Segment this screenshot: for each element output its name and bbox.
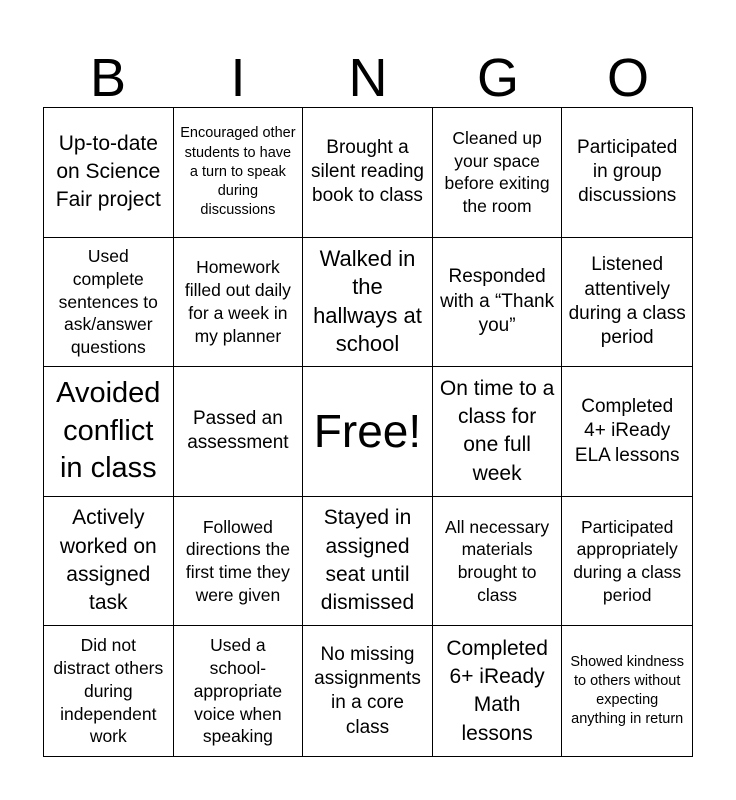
bingo-cell[interactable] bbox=[303, 108, 433, 238]
bingo-cell[interactable] bbox=[174, 108, 304, 238]
cell-text: Passed an assessment bbox=[187, 408, 289, 454]
cell-text: Participated appropriately during a class period bbox=[573, 516, 682, 605]
bingo-cell[interactable] bbox=[433, 238, 563, 368]
bingo-cell[interactable] bbox=[433, 497, 563, 627]
cell-text: Participated in group discussions bbox=[577, 136, 678, 207]
cell-text: Used complete sentences to ask/answer questions bbox=[58, 246, 158, 358]
bingo-cell[interactable] bbox=[44, 367, 174, 497]
bingo-cell[interactable] bbox=[174, 238, 304, 368]
bingo-cell[interactable] bbox=[562, 238, 692, 368]
cell-text: Encouraged other students to have a turn to speak during discussions bbox=[180, 125, 296, 218]
header-letter-n: N bbox=[348, 48, 388, 108]
cell-text: Brought a silent reading book to class bbox=[310, 136, 424, 207]
cell-text: Followed directions the first time they were given bbox=[185, 516, 290, 605]
bingo-cell[interactable] bbox=[44, 497, 174, 627]
header-letter-b: B bbox=[89, 48, 127, 108]
bingo-cell[interactable] bbox=[303, 626, 433, 756]
bingo-cell[interactable] bbox=[303, 238, 433, 368]
bingo-cell[interactable] bbox=[44, 238, 174, 368]
bingo-cell[interactable] bbox=[174, 367, 304, 497]
bingo-board bbox=[43, 107, 693, 757]
cell-text: All necessary materials brought to class bbox=[445, 516, 550, 605]
cell-text: Walked in the hallways at school bbox=[313, 245, 422, 357]
bingo-cell[interactable] bbox=[433, 626, 563, 756]
cell-text: Listened attentively during a class period bbox=[568, 254, 686, 349]
cell-text: Responded with a “Thank you” bbox=[440, 266, 555, 337]
cell-text: Used a school-appropriate voice when speaking bbox=[193, 635, 283, 747]
bingo-cell[interactable] bbox=[562, 626, 692, 756]
cell-text: Actively worked on assigned task bbox=[59, 506, 157, 615]
bingo-cell[interactable] bbox=[44, 108, 174, 238]
bingo-cell[interactable] bbox=[562, 108, 692, 238]
cell-text: Stayed in assigned seat until dismissed bbox=[320, 506, 415, 615]
header-letter-g: G bbox=[476, 48, 519, 108]
header-letter-o: O bbox=[606, 48, 649, 108]
free-space-cell[interactable] bbox=[303, 367, 433, 497]
cell-text: Up-to-date on Science Fair project bbox=[55, 131, 161, 212]
bingo-header bbox=[43, 40, 693, 108]
bingo-cell[interactable] bbox=[562, 497, 692, 627]
bingo-cell[interactable] bbox=[433, 367, 563, 497]
bingo-cell[interactable] bbox=[562, 367, 692, 497]
cell-text: On time to a class for one full week bbox=[439, 376, 555, 485]
bingo-cell[interactable] bbox=[433, 108, 563, 238]
cell-text: Showed kindness to others without expecting anything in return bbox=[570, 653, 685, 728]
cell-text: Did not distract others during independent work bbox=[53, 635, 164, 747]
bingo-cell[interactable] bbox=[303, 497, 433, 627]
cell-text: Completed 4+ iReady ELA lessons bbox=[574, 396, 680, 466]
cell-text: Homework filled out daily for a week in my planner bbox=[184, 257, 291, 346]
cell-text: Avoided conflict in class bbox=[56, 376, 161, 485]
cell-text: Cleaned up your space before exiting the room bbox=[444, 127, 550, 217]
free-space-text: Free! bbox=[313, 405, 422, 458]
cell-text: Completed 6+ iReady Math lessons bbox=[446, 636, 548, 745]
header-letter-i: I bbox=[230, 48, 246, 108]
cell-text: No missing assignments in a core class bbox=[314, 643, 421, 738]
bingo-cell[interactable] bbox=[174, 497, 304, 627]
bingo-cell[interactable] bbox=[44, 626, 174, 756]
bingo-cell[interactable] bbox=[174, 626, 304, 756]
